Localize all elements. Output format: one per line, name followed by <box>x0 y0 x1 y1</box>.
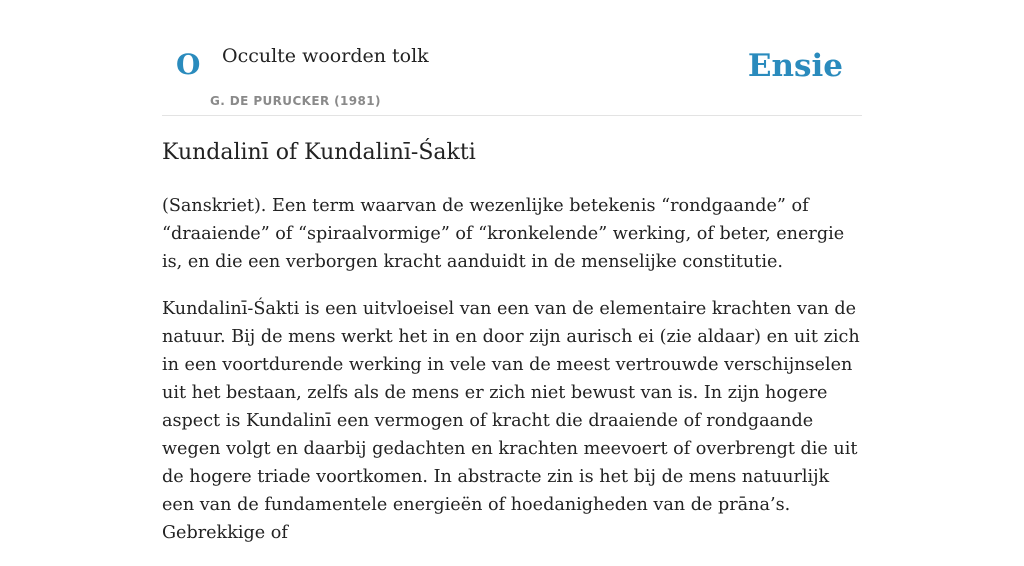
book-author: G. DE PURUCKER (1981) <box>210 94 381 108</box>
book-header <box>162 0 862 116</box>
content-column <box>162 0 862 543</box>
entry-paragraph: (Sanskriet). Een term waarvan de wezenlijke betekenis “rondgaande” of “draaiende” of “spiraalvormige” of “kronkelende” werking, of beter, energie is, en die een verborgen kracht aanduidt in de menselijke constitutie. <box>162 196 845 272</box>
entry-body <box>162 192 862 566</box>
ensie-logo[interactable]: Ensie <box>747 48 843 84</box>
book-title[interactable]: Occulte woorden tolk <box>222 45 429 67</box>
entry-paragraph: Kundalinī-Śakti is een uitvloeisel van een van de elementaire krachten van de natuur. Bij de mens werkt het in en door zijn aurisch ei (zie aldaar) en uit zich in een voortdurende werking in vele van de meest vertrouwde verschijnselen uit het bestaan, zelfs als de mens er zich niet bewust van is. In zijn hogere aspect is Kundalinī een vermogen of kracht die draaiende of rondgaande wegen volgt en daarbij gedachten en krachten meevoert of overbrengt die uit de hogere triade voortkomen. In abstracte zin is het bij de mens natuurlijk een van de fundamentele energieën of hoedanigheden van de prāna’s. Gebrekkige of <box>162 299 860 543</box>
entry-title: Kundalinī of Kundalinī-Śakti <box>162 140 476 165</box>
index-letter[interactable]: O <box>176 48 201 81</box>
